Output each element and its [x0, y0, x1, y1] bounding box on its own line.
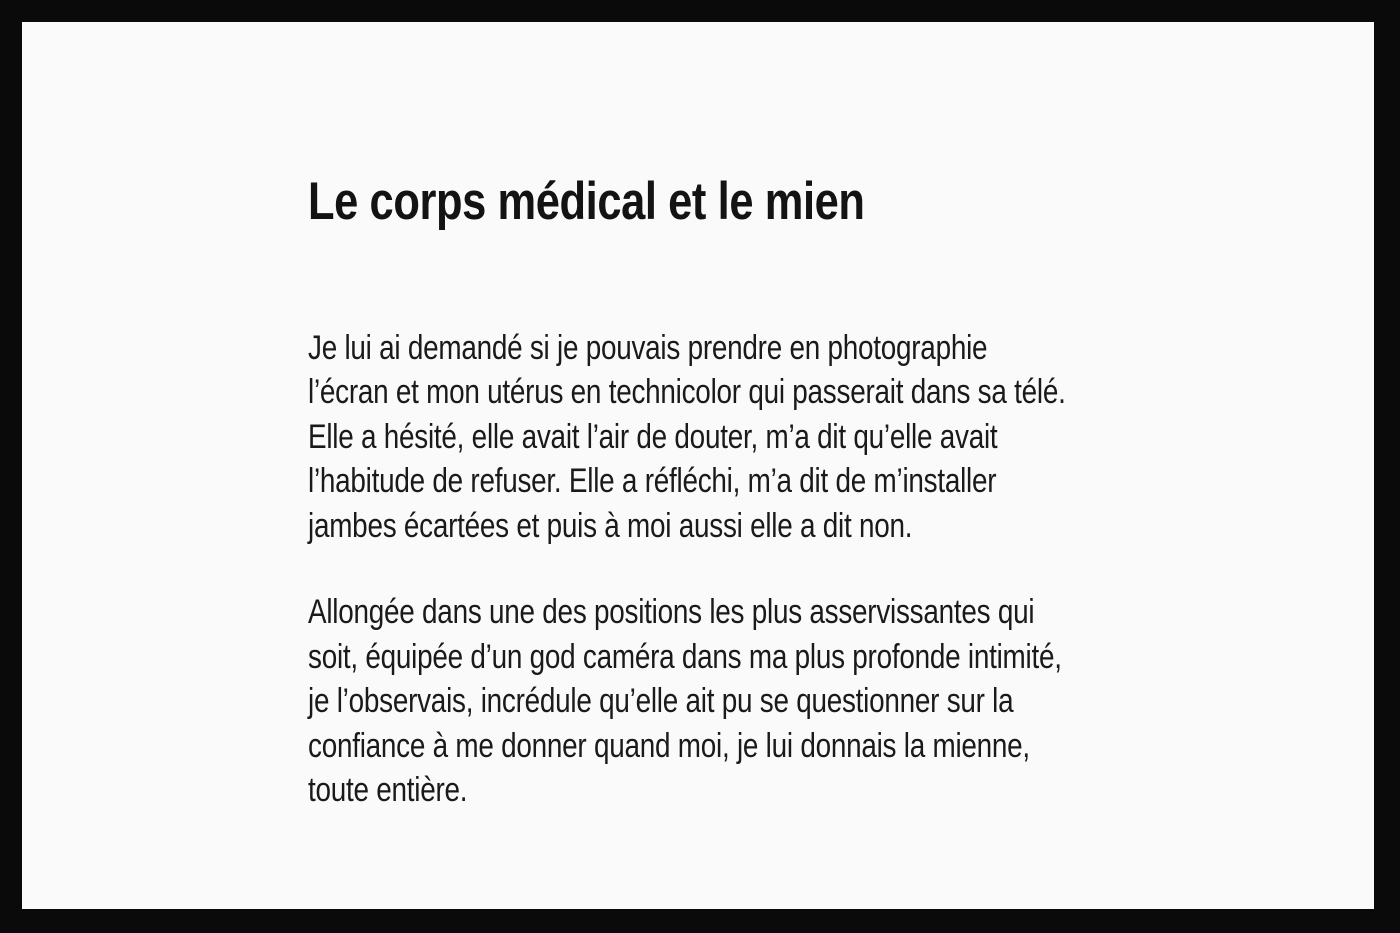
- text-line: Allongée dans une des positions les plus asservissantes qui: [308, 593, 1035, 632]
- text-line: l’écran et mon utérus en technicolor qui passerait dans sa télé.: [308, 373, 1066, 412]
- text-line: jambes écartées et puis à moi aussi elle a dit non.: [308, 506, 913, 545]
- text-line: Elle a hésité, elle avait l’air de douter, m’a dit qu’elle avait: [308, 417, 998, 456]
- text-line: je l’observais, incrédule qu’elle ait pu se questionner sur la: [308, 682, 1014, 721]
- text-column: [308, 174, 1066, 813]
- paragraph-2: [308, 590, 1066, 813]
- document-page: [22, 22, 1374, 909]
- paragraph-1: [308, 326, 1066, 549]
- text-line: toute entière.: [308, 771, 468, 810]
- text-line: confiance à me donner quand moi, je lui donnais la mienne,: [308, 726, 1030, 765]
- text-line: Je lui ai demandé si je pouvais prendre en photographie: [308, 328, 988, 367]
- text-line: soit, équipée d’un god caméra dans ma plus profonde intimité,: [308, 637, 1062, 676]
- text-line: l’habitude de refuser. Elle a réfléchi, m’a dit de m’installer: [308, 462, 997, 501]
- page-title: Le corps médical et le mien: [308, 172, 865, 231]
